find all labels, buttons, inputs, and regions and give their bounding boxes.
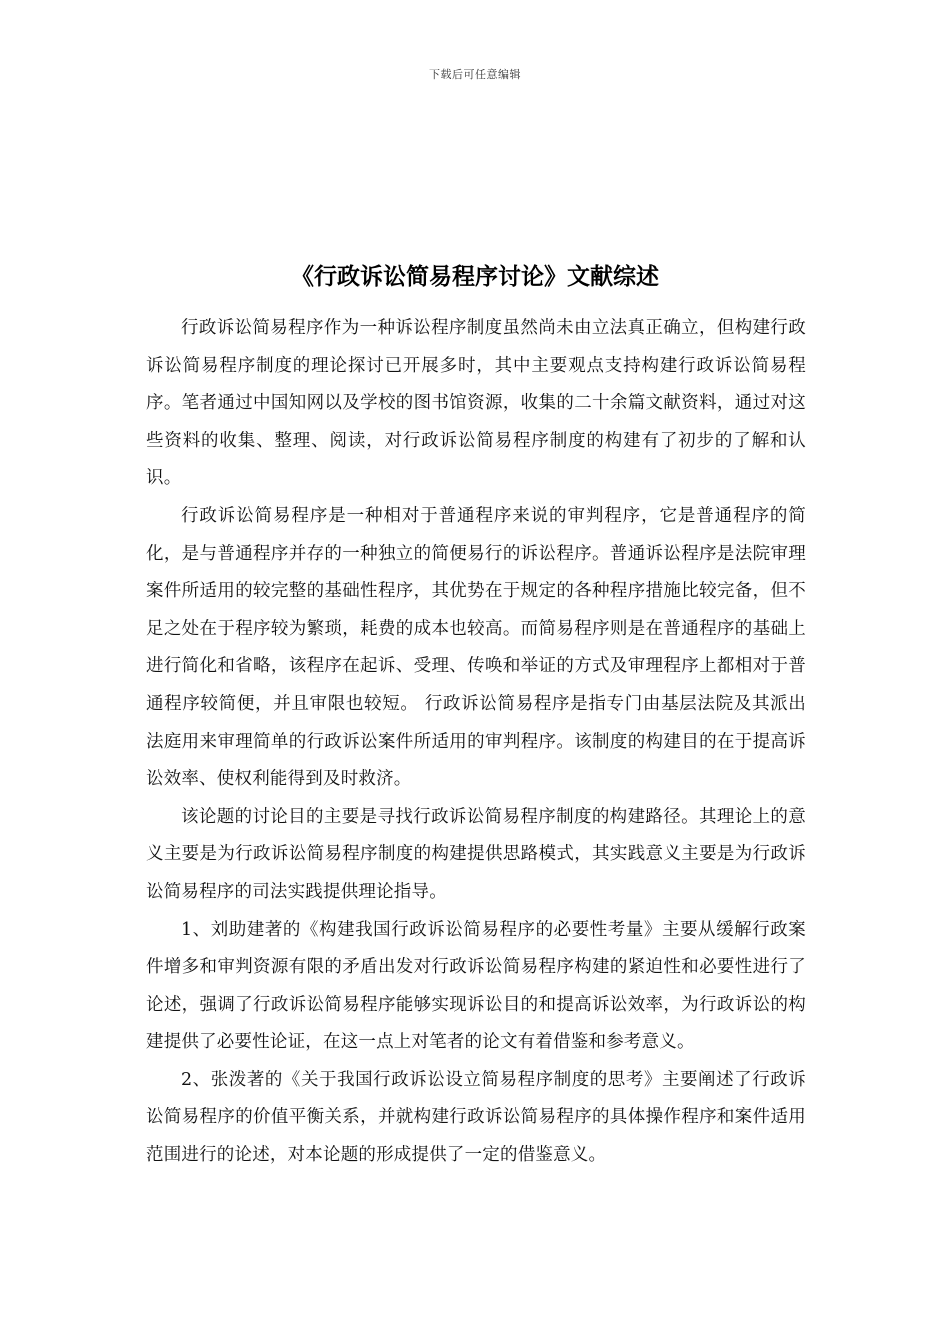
paragraph-definition: 行政诉讼简易程序是一种相对于普通程序来说的审判程序，它是普通程序的简化，是与普通程序并存的一种独立的简便易行的诉讼程序。普通诉讼程序是法院审理案件所适用的较完整的基础性程序，其优势在于规定的各种程序措施比较完备，但不足之处在于程序较为繁琐，耗费的成本也较高。而简易程序则是在普通程序的基础上进行简化和省略，该程序在起诉、受理、传唤和举证的方式及审理程序上都相对于普通程序较简便，并且审限也较短。 行政诉讼简易程序是指专门由基层法院及其派出法庭用来审理简单的行政诉讼案件所适用的审判程序。该制度的构建目的在于提高诉讼效率、使权利能得到及时救济。 (146, 505, 806, 790)
document-title: 《行政诉讼简易程序讨论》文献综述 (291, 264, 659, 290)
document-body (146, 310, 806, 1175)
paragraph-reference-1: 1、刘助建著的《构建我国行政诉讼简易程序的必要性考量》主要从缓解行政案件增多和审判资源有限的矛盾出发对行政诉讼简易程序构建的紧迫性和必要性进行了论述，强调了行政诉讼简易程序能够实现诉讼目的和提高诉讼效率，为行政诉讼的构建提供了必要性论证，在这一点上对笔者的论文有着借鉴和参考意义。 (146, 919, 806, 1053)
paragraph-reference-2: 2、张泼著的《关于我国行政诉讼设立简易程序制度的思考》主要阐述了行政诉讼简易程序的价值平衡关系，并就构建行政诉讼简易程序的具体操作程序和案件适用范围进行的论述，对本论题的形成提供了一定的借鉴意义。 (146, 1069, 806, 1166)
header-note: 下载后可任意编辑 (429, 68, 521, 81)
paragraph-intro: 行政诉讼简易程序作为一种诉讼程序制度虽然尚未由立法真正确立，但构建行政诉讼简易程序制度的理论探讨已开展多时，其中主要观点支持构建行政诉讼简易程序。笔者通过中国知网以及学校的图书馆资源，收集的二十余篇文献资料，通过对这些资料的收集、整理、阅读，对行政诉讼简易程序制度的构建有了初步的了解和认识。 (146, 318, 806, 489)
paragraph-purpose: 该论题的讨论目的主要是寻找行政诉讼简易程序制度的构建路径。其理论上的意义主要是为行政诉讼简易程序制度的构建提供思路模式，其实践意义主要是为行政诉讼简易程序的司法实践提供理论指导。 (146, 806, 806, 902)
